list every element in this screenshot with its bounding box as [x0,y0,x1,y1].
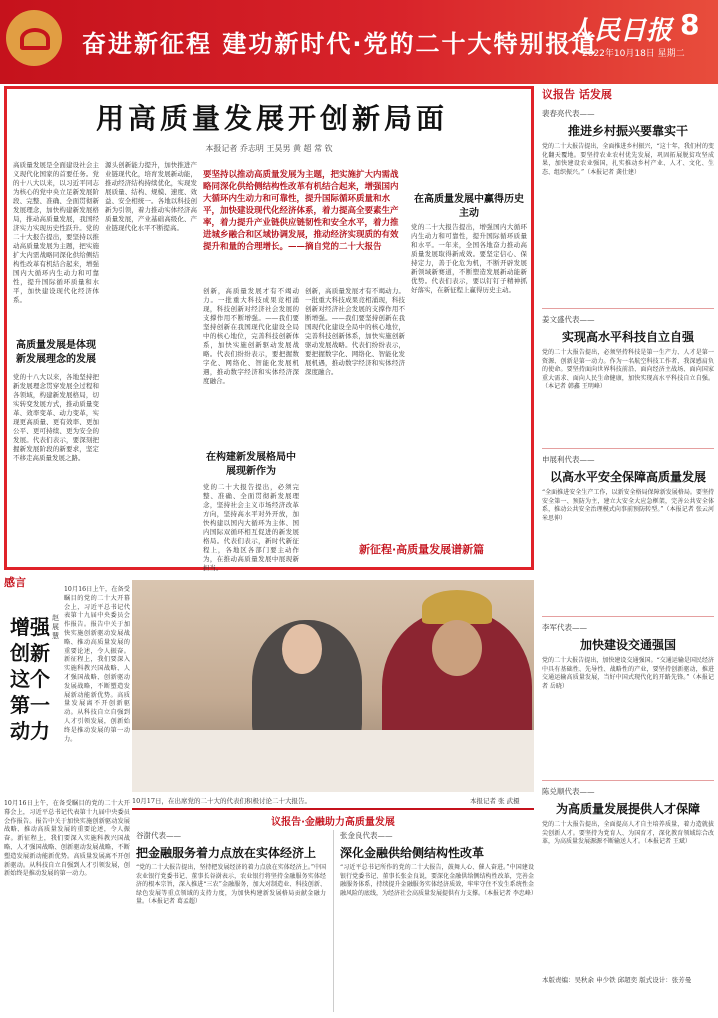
right-column [542,86,714,1016]
editors-credit: 本版责编：吴秋余 申少铁 邱超奕 版式设计：张芳曼 [542,976,692,984]
article-headline: 用高质量发展开创新局面 [95,102,448,135]
article-column-3a: 创新，高质量发展才有不竭动力。一批重大科技成果竞相涌现，科技创新对经济社会发展的支撑作用不断增强。——我们要坚持创新在我国现代化建设全局中的核心地位，完善科技创新体系，加快实施创新驱动发展战略。代表们纷纷表示，要把握数字化、网络化、智能化发展机遇，推动数字经济和实体经济深度融合。 [203,287,299,385]
right-item-2 [542,314,714,469]
photo-face-left [282,624,322,674]
right-item-3 [542,454,714,629]
article-column-1: 高质量发展是全面建设社会主义现代化国家的首要任务。党的十八大以来，以习近平同志为核心的党中央立足新发展阶段、完整、准确、全面贯彻新发展理念，加快构建新发展格局，推动高质量发展，我国经济实力实现历史性跃升。党的二十大报告提出，要坚持以推动高质量发展为主题，把实施扩大内需战略同深化供给侧结构性改革有机结合起来，增强国内大循环内生动力和可靠性，提升国际循环质量和水平，加快建设现代化经济体系。 [13,161,99,304]
issue-date: 2022年10月18日 星期二 [582,49,685,59]
divider [542,780,714,781]
commentary-text-top: 10月16日上午，在备受瞩目的党的二十大开幕会上，习近平总书记代表第十九届中央委员会作报告。报告中关于加快实施创新驱动发展战略、推动高质量发展的重要论述，令人振奋。新征程上，我们要深入实施科教兴国战略、人才强国战略、创新驱动发展战略，不断塑造发展新动能新优势。高质量发展离不开创新驱动。从科技自立自强到人才引领发展，创新始终是推动发展的第一动力。 [64,586,130,743]
right-item-text: “全面推进安全生产工作，以新安全格局保障新发展格局。要坚持安全第一、预防为主，建立大安全大应急框架，完善公共安全体系，推动公共安全治理模式向事前预防转型。”（本报记者 张云河 米思伸） [542,489,714,522]
finance-right-text: “习近平总书记所作的党的二十大报告，鼓舞人心、催人奋进。”中国建设银行党委书记、董事长张金良说，要深化金融供给侧结构性改革，完善金融服务体系，持续提升金融服务实体经济质效，牢牢守住不发生系统性金融风险的底线，为经济社会高质量发展提供有力支撑。（本报记者 李忠峰） [340,864,537,897]
party-emblem-icon [6,10,62,66]
finance-right-title: 深化金融供给侧结构性改革 [340,846,485,860]
news-photo [132,580,534,792]
commentary-section-title: 感言 [4,576,26,589]
finance-right-author: 张金良代表—— [340,831,393,840]
right-item-title: 为高质量发展提供人才保障 [555,802,700,816]
right-item-title: 推进乡村振兴要靠实干 [567,124,688,138]
article-column-5: 党的二十大报告提出，增强国内大循环内生动力和可靠性，提升国际循环质量和水平。一年来，全国各地奋力推动高质量发展取得新成效。要坚定信心、保持定力，善于化危为机，不断开辟发展新领域新赛道，不断塑造发展新动能新优势。代表们表示，要以钉钉子精神抓好落实，在新征程上赢得历史主动。 [411,223,527,294]
column-divider [333,830,334,1012]
photo-credit: 本报记者 张 武摄 [470,797,520,805]
subhead-1: 高质量发展是体现新发展理念的发展 [16,340,96,365]
page-number: 8 [680,8,700,41]
photo-face-right [432,620,482,676]
right-item-text: 党的二十大报告提出，必须坚持科技是第一生产力、人才是第一资源、创新是第一动力。作为一名航空科技工作者，我深感肩负的使命。要坚持面向世界科技前沿、面向经济主战场、面向国家重大需求、面向人民生命健康，加快实现高水平科技自立自强。（本记者 韩鑫 王明峰） [542,349,714,390]
commentary-text-bottom: 10月16日上午，在备受瞩目的党的二十大开幕会上，习近平总书记代表第十九届中央委员会作报告。报告中关于加快实施创新驱动发展战略、推动高质量发展的重要论述，令人振奋。新征程上，我们要深入实施科教兴国战略、人才强国战略、创新驱动发展战略，不断塑造发展新动能新优势。高质量发展离不开创新驱动。从科技自立自强到人才引领发展，创新始终是推动发展的第一动力。 [4,800,130,878]
finance-left-title: 把金融服务着力点放在实体经济上 [136,846,317,860]
commentary-title: 增强创新这个第一动力 [10,615,50,743]
divider [542,448,714,449]
banner-title: 奋进新征程 建功新时代·党的二十大特别报道 [82,30,598,58]
subhead-2: 在构建新发展格局中展现新作为 [206,452,296,477]
right-item-4 [542,622,714,787]
finance-section-banner [132,808,534,826]
series-tag: 新征程·高质量发展谱新篇 [359,543,485,556]
right-section-title: 议报告 话发展 [542,88,612,101]
commentary-author: 赵展慧 [52,614,59,640]
photo-caption: 10月17日，在出席党的二十大的代表们积极讨论二十大报告。 [132,797,312,805]
right-item-1 [542,108,714,293]
right-item-text: 党的二十大报告提出，全面推进乡村振兴，“这十年，我们村的变化翻天覆地。要坚持农业农村优先发展，巩固拓展脱贫攻坚成果，加快建设农业强国，扎实推动乡村产业、人才、文化、生态、组织振兴。”（本报记者 龚仕建） [542,143,714,176]
right-item-author: 申展利代表—— [542,455,595,464]
emblem-hammer-sickle-icon [20,28,50,50]
main-article [4,86,534,570]
article-byline: 本报记者 乔志明 王昊男 黄 超 常 钦 [205,144,333,153]
divider [542,616,714,617]
right-item-author: 李军代表—— [542,623,587,632]
page-banner [0,0,718,84]
right-item-text: 党的二十大报告提出，全面提高人才自主培养质量，着力造就拔尖创新人才。要坚持为党育人、为国育才，深化教育领域综合改革，为高质量发展源源不断输送人才。（本报记者 王斌） [542,821,714,845]
subhead-3: 在高质量发展中赢得历史主动 [414,194,524,219]
article-column-2: 源头创新能力提升，加快推进产业链现代化，培育发展新动能，推动经济结构持续优化，实现发展质量、结构、规模、速度、效益、安全相统一。各地以科技创新为引领，着力推动实体经济高质量发展，产业基础高级化、产业链现代化水平不断提高。 [105,161,197,232]
finance-left-text: “党的二十大报告提出，坚持把发展经济的着力点放在实体经济上。”中国农业银行党委书记、董事长谷澍表示，农业银行将坚持金融服务实体经济的根本宗旨，深入推进“三农”金融服务，加大对制造业、科技创新、绿色发展等重点领域的支持力度，为加快构建新发展格局贡献金融力量。（本报记者 葛孟超） [136,864,326,905]
right-item-title: 以高水平安全保障高质量发展 [549,470,706,484]
right-item-title: 加快建设交通强国 [579,638,676,652]
right-item-author: 姜文盛代表—— [542,315,595,324]
divider [542,308,714,309]
article-column-4: 创新，高质量发展才有不竭动力。一批重大科技成果竞相涌现，科技创新对经济社会发展的支撑作用不断增强。——我们要坚持创新在我国现代化建设全局中的核心地位，完善科技创新体系，加快实施创新驱动发展战略。代表们纷纷表示，要把握数字化、网络化、智能化发展机遇，推动数字经济和实体经济深度融合。 [305,287,405,376]
report-excerpt: 要坚持以推动高质量发展为主题，把实施扩大内需战略同深化供给侧结构性改革有机结合起来，增强国内大循环内生动力和可靠性，提升国际循环质量和水平，加快建设现代化经济体系，着力提高全要素生产率，着力提升产业链供应链韧性和安全水平，着力推进城乡融合和区域协调发展，推动经济实现质的有效提升和量的合理增长。——摘自党的二十大报告 [203,170,399,252]
finance-left-author: 谷澍代表—— [136,831,181,840]
right-item-author: 裴春亮代表—— [542,109,595,118]
photo-table [132,730,534,792]
right-item-title: 实现高水平科技自立自强 [561,330,694,344]
newspaper-logo: 人民日报 [568,16,673,46]
article-column-3b: 党的二十大报告提出，必须完整、准确、全面贯彻新发展理念，坚持社会主义市场经济改革方向，坚持高水平对外开放，加快构建以国内大循环为主体、国内国际双循环相互促进的新发展格局。代表们表示，新时代新征程上，各地区各部门要主动作为，在推动高质量发展中展现新担当。 [203,483,299,572]
right-item-text: 党的二十大报告提出，加快建设交通强国。“交通运输是国民经济中具有基础性、先导性、战略性的产业，要坚持创新驱动，推进交通运输高质量发展，当好中国式现代化的开路先锋。”（本报记者 岳晓） [542,657,714,690]
right-item-5 [542,786,714,981]
article-column-1b: 党的十八大以来，各地坚持把新发展理念贯穿发展全过程和各领域，构建新发展格局，切实转变发展方式，推动质量变革、效率变革、动力变革，实现更高质量、更有效率、更加公平、更可持续、更为安全的发展。代表们表示，要深刻把握新发展阶段的新要求，坚定不移走高质量发展之路。 [13,373,99,462]
photo-hat [422,590,492,624]
right-item-author: 陈兑顺代表—— [542,787,595,796]
finance-section-title: 议报告·金融助力高质量发展 [271,817,395,828]
